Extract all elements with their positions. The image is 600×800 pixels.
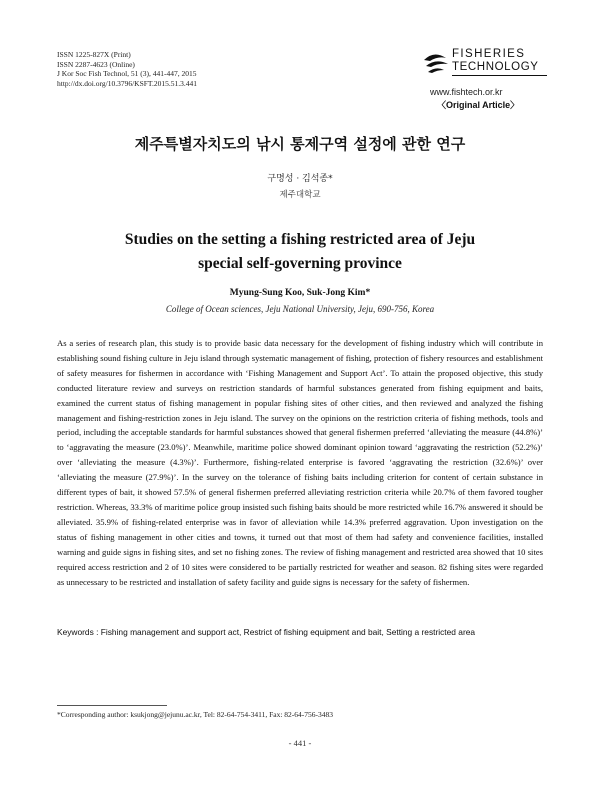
- english-affiliation: College of Ocean sciences, Jeju National University, Jeju, 690-756, Korea: [165, 304, 435, 314]
- korean-authors: 구명성 · 김석종*: [267, 174, 333, 184]
- article-type: 〈Original Article〉: [437, 100, 520, 110]
- english-title-line-2: special self-governing province: [198, 255, 402, 272]
- doi-link[interactable]: http://dx.doi.org/10.3796/KSFT.2015.51.3.441: [57, 78, 197, 88]
- issn-print: ISSN 1225-827X (Print): [57, 50, 131, 59]
- english-title: [0, 228, 600, 276]
- journal-header-meta: [57, 50, 197, 88]
- english-authors: Myung-Sung Koo, Suk-Jong Kim*: [229, 288, 371, 298]
- journal-website[interactable]: www.fishtech.or.kr: [430, 87, 503, 97]
- journal-logo: [422, 48, 547, 84]
- korean-affiliation: 제주대학교: [279, 190, 321, 200]
- issn-online: ISSN 2287-4623 (Online): [57, 59, 135, 69]
- logo-divider: [452, 75, 547, 76]
- keywords: Keywords : Fishing management and support act, Restrict of fishing equipment and bait, Setting a restricted area: [57, 627, 476, 637]
- logo-line-2: TECHNOLOGY: [452, 61, 539, 73]
- citation: J Kor Soc Fish Technol, 51 (3), 441-447, 2015: [57, 69, 197, 79]
- abstract: As a series of research plan, this study is to provide basic data necessary for the development of fishing industry which will contribute in establishing sound fishing culture in Jeju island through systematic management of fishing, protection of fishery resources and establishment of safety measures for fishermen in accordance with ‘Fishing Management and Support Act’. To attain the proposed objective, this study conducted literature review and surveys on restriction standards of harmful substances generated from fishing equipment and baits, examined the current status of fishing management in popular fishing sites of other cities, and then reviewed and analyzed the fishing management and fishing-restriction zones in Jeju island. The survey on the opinions on the restriction criteria of fishing methods, tools and period, including the acceptable standards for harmful substances showed that general fishermen preferred ‘alleviating the measure (44.8%)’ to ‘aggravating the measure (23.0%)’. Meanwhile, maritime police showed dominant opinion toward ‘aggravating the restriction (52.2%)’ over ‘alleviating the measure (4.3%)’. Furthermore, fishing-related enterprise is favored ‘aggravating the restriction (32.6%)’ over ‘alleviating the measure (27.9%)’. In the survey on the tolerance of fishing baits including criterion for content of certain substance in different types of bait, it showed 57.5% of general fishermen preferred alleviating restriction criteria while 20.7% of them favored tougher restriction. Whereas, 33.3% of maritime police group insisted such fishing baits should be more restricted while 16.7% answered it should be alleviated. 35.9% of fishing-related enterprise was in favor of alleviation while 14.3% preferred aggravation. Upon investigation on the status of fishing management in other cities and towns, it turned out that most of them had safety and convenience facilities, installed warning and guide signs in fishing sites, and set no fishing zones. The review of fishing management and restricted area showed that 10 sites required access restriction and 2 of 10 sites were considered to be partially restricted for weather and season. 82 fishing sites were regarded as unnecessary to be restricted and installation of safety facility and guide signs is necessary for the safety of fishermen.: [57, 338, 543, 587]
- corresponding-author-footnote: *Corresponding author: ksukjong@jejunu.ac.kr, Tel: 82-64-754-3411, Fax: 82-64-756-3483: [57, 710, 334, 719]
- korean-title: 제주특별자치도의 낚시 통제구역 설정에 관한 연구: [134, 135, 466, 153]
- fish-logo-icon: [422, 48, 450, 78]
- logo-text: [452, 48, 539, 74]
- logo-line-1: FISHERIES: [452, 48, 526, 60]
- page-number: - 441 -: [288, 738, 312, 748]
- english-title-line-1: Studies on the setting a fishing restricted area of Jeju: [124, 231, 476, 248]
- footnote-divider: [57, 705, 167, 706]
